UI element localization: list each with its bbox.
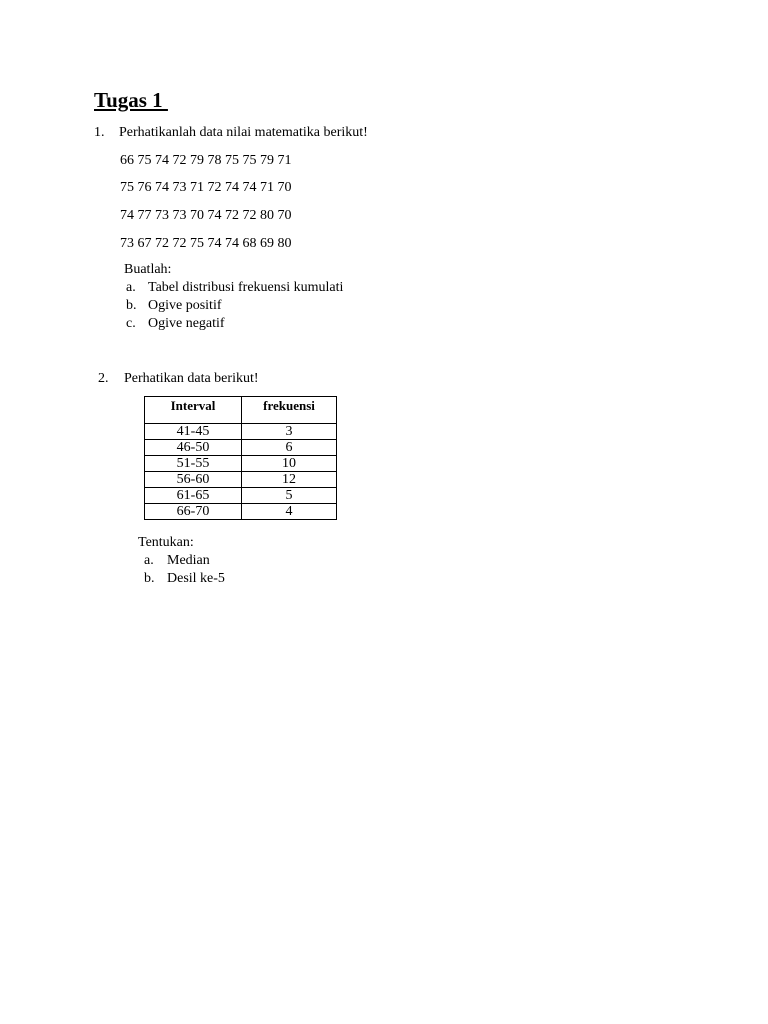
column-header-frekuensi: frekuensi xyxy=(242,397,337,424)
q1-data-line: 73 67 72 72 75 74 74 68 69 80 xyxy=(120,236,292,251)
q1-data-line: 66 75 74 72 79 78 75 75 79 71 xyxy=(120,153,292,168)
frekuensi-cell: 5 xyxy=(242,488,337,504)
table-row xyxy=(145,440,337,456)
interval-cell: 61-65 xyxy=(145,488,242,504)
q1-task-text: Ogive negatif xyxy=(148,316,225,331)
interval-cell: 56-60 xyxy=(145,472,242,488)
q2-number: 2. xyxy=(98,371,109,386)
interval-cell: 66-70 xyxy=(145,504,242,520)
q1-data-line: 74 77 73 73 70 74 72 72 80 70 xyxy=(120,208,292,223)
q1-task-letter: b. xyxy=(126,298,137,313)
q1-instruction: Buatlah: xyxy=(124,262,172,277)
q1-number: 1. xyxy=(94,125,105,140)
column-header-interval: Interval xyxy=(145,397,242,424)
interval-cell: 41-45 xyxy=(145,424,242,440)
table-row xyxy=(145,472,337,488)
page-title: Tugas 1 xyxy=(94,88,168,112)
table-row xyxy=(145,456,337,472)
frekuensi-cell: 6 xyxy=(242,440,337,456)
q1-task-text: Tabel distribusi frekuensi kumulati xyxy=(148,280,344,295)
frekuensi-cell: 3 xyxy=(242,424,337,440)
interval-cell: 51-55 xyxy=(145,456,242,472)
q1-data-line: 75 76 74 73 71 72 74 74 71 70 xyxy=(120,180,292,195)
frequency-table xyxy=(144,396,337,520)
q1-task-letter: a. xyxy=(126,280,136,295)
interval-cell: 46-50 xyxy=(145,440,242,456)
table-row xyxy=(145,488,337,504)
q2-task-text: Desil ke-5 xyxy=(167,571,225,586)
q2-instruction: Tentukan: xyxy=(138,535,194,550)
q2-task-text: Median xyxy=(167,553,210,568)
frekuensi-cell: 4 xyxy=(242,504,337,520)
table-header-row xyxy=(145,397,337,424)
q2-task-letter: a. xyxy=(144,553,154,568)
q2-task-letter: b. xyxy=(144,571,155,586)
q1-task-letter: c. xyxy=(126,316,136,331)
table-row xyxy=(145,424,337,440)
table-row xyxy=(145,504,337,520)
q1-task-text: Ogive positif xyxy=(148,298,222,313)
q2-prompt: Perhatikan data berikut! xyxy=(124,371,259,386)
frekuensi-cell: 10 xyxy=(242,456,337,472)
q1-prompt: Perhatikanlah data nilai matematika berikut! xyxy=(119,125,368,140)
frekuensi-cell: 12 xyxy=(242,472,337,488)
